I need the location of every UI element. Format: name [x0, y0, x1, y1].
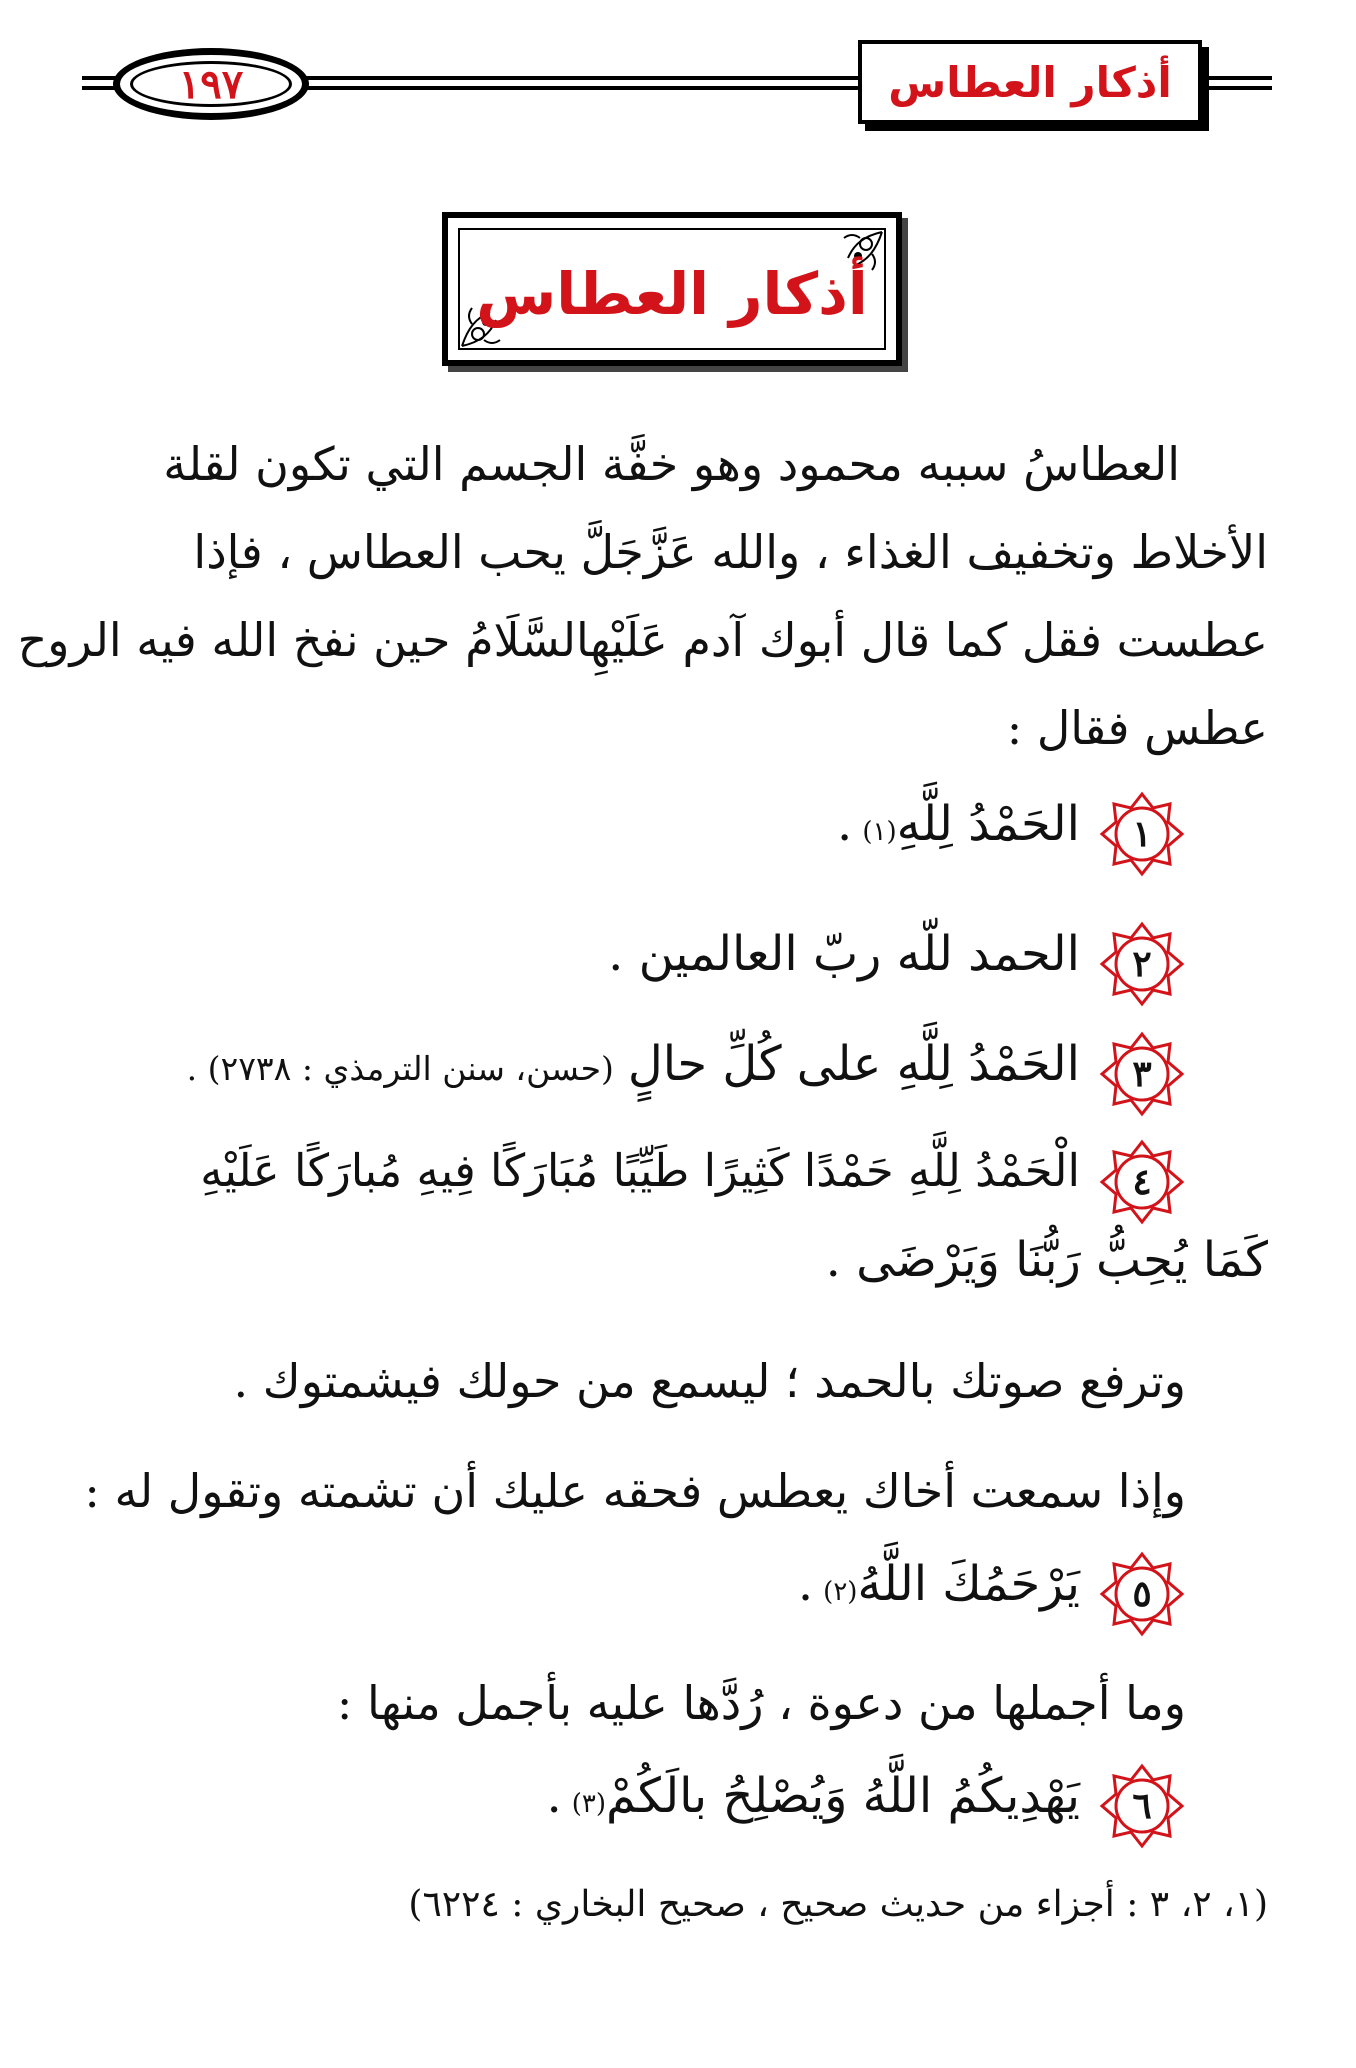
running-header-title: أذكار العطاس — [888, 57, 1172, 107]
chapter-title-frame — [442, 212, 902, 366]
dua-text: الْحَمْدُ لِلَّهِ حَمْدًا كَثِيرًا طَيِّبًا مُبَارَكًا فِيهِ مُبارَكًا عَلَيْهِ — [200, 1144, 1080, 1197]
intro-line: عطست فقل كما قال أبوك آدم عَلَيْهِالسَّلَامُ حين نفخ الله فيه الروح — [17, 613, 1268, 667]
dua-item-6 — [547, 1768, 1081, 1824]
page-number-badge — [113, 48, 309, 120]
intro-line: عطس فقال : — [1006, 701, 1268, 755]
dua-item-5 — [798, 1556, 1080, 1612]
dua-item-4 — [200, 1144, 1080, 1197]
dua-text: الحَمْدُ لِلَّهِ — [896, 796, 1080, 852]
footnote-marker: (١) — [862, 817, 897, 847]
medallion-number: ٦ — [1132, 1785, 1152, 1827]
chapter-title: أذكار العطاس — [476, 260, 868, 328]
running-header — [858, 40, 1202, 124]
dua-end: . — [837, 796, 853, 852]
dua-item-4-continued — [826, 1232, 1268, 1288]
medallion-number: ١ — [1132, 813, 1152, 855]
dua-text: يَرْحَمُكَ اللَّهُ — [857, 1556, 1080, 1612]
paragraph-if-hear-sneeze: وإذا سمعت أخاك يعطس فحقه عليك أن تشمته وتقول له : — [84, 1464, 1186, 1518]
dua-end: . — [797, 1556, 814, 1612]
paragraph-raise-voice: وترفع صوتك بالحمد ؛ ليسمع من حولك فيشمتوك . — [233, 1354, 1186, 1408]
intro-line: العطاسُ سببه محمود وهو خفَّة الجسم التي تكون لقلة — [163, 437, 1180, 491]
footnote-marker: (٢) — [823, 1577, 858, 1607]
medallion-number: ٣ — [1132, 1053, 1152, 1095]
intro-line: الأخلاط وتخفيف الغذاء ، والله عَزَّجَلَّ يحب العطاس ، فإذا — [193, 525, 1268, 579]
dua-text: الحمد للّه ربّ العالمين . — [608, 926, 1080, 982]
hadith-reference: (حسن، سنن الترمذي : ٢٧٣٨) . — [186, 1049, 614, 1088]
footnote: (١، ٢، ٣ : أجزاء من حديث صحيح ، صحيح البخاري : ٦٢٢٤) — [408, 1884, 1268, 1925]
header-rule-right-2 — [1206, 86, 1272, 90]
dua-item-1 — [837, 796, 1080, 852]
page-number: ١٩٧ — [178, 60, 244, 108]
dua-item-2 — [608, 926, 1080, 982]
dua-text-continued: كَمَا يُحِبُّ رَبُّنَا وَيَرْضَى . — [825, 1232, 1268, 1288]
medallion-number: ٤ — [1132, 1161, 1152, 1203]
footnote-marker: (٣) — [571, 1789, 607, 1819]
medallion-number: ٢ — [1132, 943, 1152, 985]
dua-text: الحَمْدُ لِلَّهِ على كُلِّ حالٍ — [627, 1036, 1080, 1092]
dua-text: يَهْدِيكُمُ اللَّهُ وَيُصْلِحُ بالَكُمْ — [606, 1768, 1080, 1824]
dua-end: . — [546, 1768, 562, 1824]
header-rule-right — [1206, 76, 1272, 80]
header-rule-mid-2 — [300, 86, 862, 90]
paragraph-reply: وما أجملها من دعوة ، رُدَّها عليه بأجمل منها : — [336, 1676, 1186, 1730]
dua-item-3 — [187, 1036, 1080, 1092]
medallion-number: ٥ — [1132, 1573, 1152, 1615]
header-rule-mid — [300, 76, 862, 80]
